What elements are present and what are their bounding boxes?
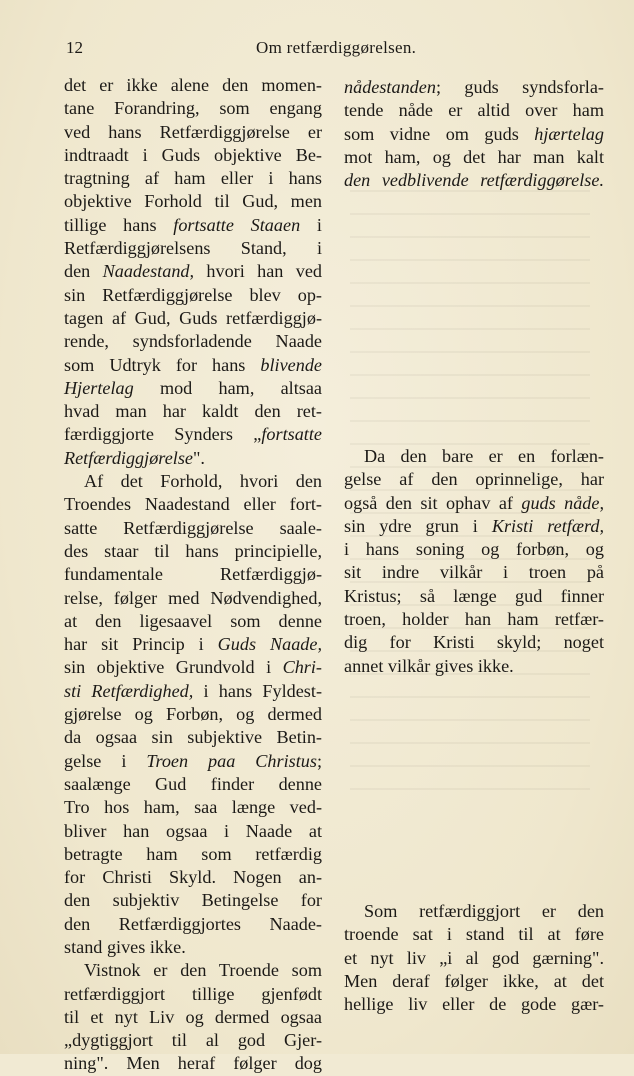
text-line: sti Retfærdighed, i hans Fyldest- (64, 680, 322, 701)
text-line: at den ligesaavel som denne (64, 610, 322, 631)
page-number: 12 (66, 38, 83, 57)
text-line: færdiggjorte Synders „fortsatte (64, 424, 322, 445)
text-line: hvad man har kaldt den ret- (64, 401, 322, 422)
text-line: tillige hans fortsatte Staaen i (64, 214, 322, 235)
text-line: gelse i Troen paa Christus; (64, 750, 322, 771)
text-line: sin objektive Grundvold i Chri- (64, 657, 322, 678)
text-line: gelse af den oprinnelige, har (344, 469, 604, 490)
text-line: som Udtryk for hans blivende (64, 354, 322, 375)
text-line: Retfærdiggjørelsens Stand, i (64, 238, 322, 259)
text-line: da ogsaa sin subjektive Betin- (64, 727, 322, 748)
text-line: sit indre vilkår i troen på (344, 562, 604, 583)
text-line: Vistnok er den Troende som (84, 960, 322, 981)
text-line: Men deraf følger ikke, at det (344, 970, 604, 991)
text-line: har sit Princip i Guds Naade, (64, 634, 323, 655)
text-line: hellige liv eller de gode gær- (344, 994, 604, 1015)
text-line: Hjertelag mod ham, altsaa (64, 377, 322, 398)
text-line: Af det Forhold, hvori den (84, 471, 322, 492)
page-header (0, 36, 634, 60)
text-line: rende, syndsforladende Naade (64, 331, 322, 352)
text-line: tagen af Gud, Guds retfærdiggjø- (64, 307, 322, 328)
text-line: tane Forandring, som engang (64, 98, 322, 119)
text-line: tende nåde er altid over ham (344, 100, 604, 121)
text-line: bliver han ogsaa i Naade at (64, 820, 322, 841)
left-paragraph-1 (64, 74, 322, 470)
text-line: også den sit ophav af guds nåde, (344, 492, 604, 513)
text-line: Som retfærdiggjort er den (364, 901, 604, 921)
text-line: gjørelse og Forbøn, og dermed (64, 704, 322, 725)
text-line: i hans soning og forbøn, og (344, 539, 604, 560)
left-paragraph-3 (64, 959, 322, 1075)
text-line: Da den bare er en forlæn- (364, 446, 604, 466)
text-line: Troendes Naadestand eller fort- (64, 494, 322, 515)
text-line: Kristus; så længe gud finner (344, 585, 604, 606)
text-line: den Retfærdiggjortes Naade- (64, 913, 322, 934)
text-line: for Christi Skyld. Nogen an- (64, 867, 322, 888)
text-line: „dygtiggjort til al god Gjer- (64, 1030, 322, 1051)
text-line: til et nyt Liv og dermed ogsaa (64, 1006, 322, 1027)
text-line: betragte ham som retfærdig (64, 843, 322, 864)
text-line: stand gives ikke. (64, 936, 186, 957)
text-line: den Naadestand, hvori han ved (64, 261, 322, 282)
text-line: satte Retfærdiggjørelse saale- (64, 517, 322, 538)
text-line: indtraadt i Guds objektive Be- (64, 144, 322, 165)
right-paragraph-1 (344, 76, 604, 192)
text-line: objektive Forhold til Gud, men (64, 191, 322, 212)
text-line: sin Retfærdiggjørelse blev op- (64, 284, 322, 305)
text-line: den subjektiv Betingelse for (64, 890, 322, 911)
left-column (64, 74, 322, 1076)
running-title: Om retfærdiggørelsen. (256, 38, 417, 57)
text-line: retfærdiggjort tillige gjenfødt (64, 983, 322, 1004)
text-line: Tro hos ham, saa længe ved- (64, 797, 322, 818)
text-line: annet vilkår gives ikke. (344, 655, 514, 676)
text-line: troen, holder han ham retfær- (344, 609, 604, 630)
text-line: tragtning af ham eller i hans (64, 168, 322, 189)
text-line: fundamentale Retfærdiggjø- (64, 564, 322, 585)
text-line: Retfærdiggjørelse". (64, 447, 205, 468)
text-line: dig for Kristi skyld; noget (344, 632, 604, 653)
text-line: den vedblivende retfærdiggørelse. (344, 170, 604, 191)
text-line: ning". Men heraf følger dog (64, 1053, 322, 1074)
text-line: sin ydre grun i Kristi retfærd, (344, 515, 605, 536)
left-paragraph-2 (64, 470, 322, 959)
text-line: relse, følger med Nødvendighed, (64, 587, 322, 608)
text-line: et nyt liv „i al god gærning". (344, 947, 604, 968)
text-line: mot ham, og det har man kalt (344, 146, 604, 167)
right-paragraph-3 (344, 900, 604, 1016)
text-line: des staar til hans principielle, (64, 540, 322, 561)
text-line: som vidne om guds hjærtelag (344, 123, 604, 144)
text-line: troende sat i stand til at føre (344, 924, 604, 945)
text-line: det er ikke alene den momen- (64, 75, 322, 95)
text-line: nådestanden; guds syndsforla- (344, 77, 604, 97)
right-paragraph-2 (344, 445, 604, 678)
text-line: saalænge Gud finder denne (64, 773, 322, 794)
text-line: ved hans Retfærdiggjørelse er (64, 121, 322, 142)
